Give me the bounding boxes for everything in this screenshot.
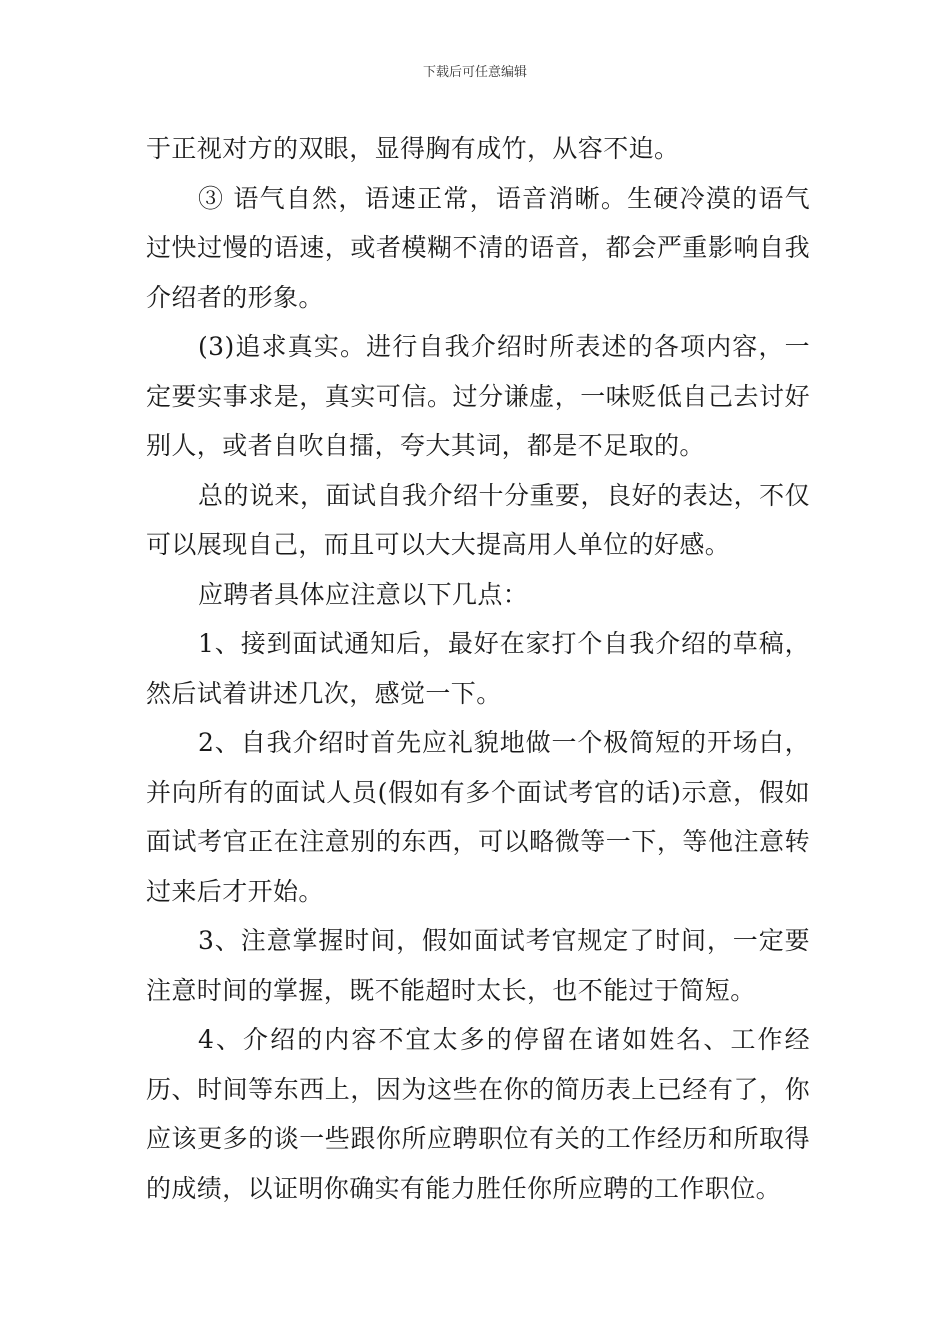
list-item-3: 3、注意掌握时间，假如面试考官规定了时间，一定要注意时间的掌握，既不能超时太长，也不能过于简短。 xyxy=(146,926,810,1005)
paragraph-truth: (3)追求真实。进行自我介绍时所表述的各项内容，一定要实事求是，真实可信。过分谦虚，一味贬低自己去讨好别人，或者自吹自擂，夸大其词，都是不足取的。 xyxy=(146,332,810,460)
paragraph-tone: ③ 语气自然，语速正常，语音消晰。生硬冷漠的语气过快过慢的语速，或者模糊不清的语音，都会严重影响自我介绍者的形象。 xyxy=(146,183,810,312)
list-item-1: 1、接到面试通知后，最好在家打个自我介绍的草稿，然后试着讲述几次，感觉一下。 xyxy=(146,629,810,708)
document-body xyxy=(146,124,810,1213)
list-item-4: 4、介绍的内容不宜太多的停留在诸如姓名、工作经历、时间等东西上，因为这些在你的简历表上已经有了，你应该更多的谈一些跟你所应聘职位有关的工作经历和所取得的成绩，以证明你确实有能力胜任你所应聘的工作职位。 xyxy=(146,1025,810,1203)
paragraph-continuation: 于正视对方的双眼，显得胸有成竹，从容不迫。 xyxy=(146,134,680,163)
page-header: 下载后可任意编辑 xyxy=(422,65,527,80)
list-item-2: 2、自我介绍时首先应礼貌地做一个极简短的开场白，并向所有的面试人员(假如有多个面试考官的话)示意，假如面试考官正在注意别的东西，可以略微等一下，等他注意转过来后才开始。 xyxy=(146,728,810,906)
paragraph-summary: 总的说来，面试自我介绍十分重要，良好的表达，不仅可以展现自己，而且可以大大提高用人单位的好感。 xyxy=(146,480,810,559)
paragraph-notes-intro: 应聘者具体应注意以下几点： xyxy=(198,579,529,609)
